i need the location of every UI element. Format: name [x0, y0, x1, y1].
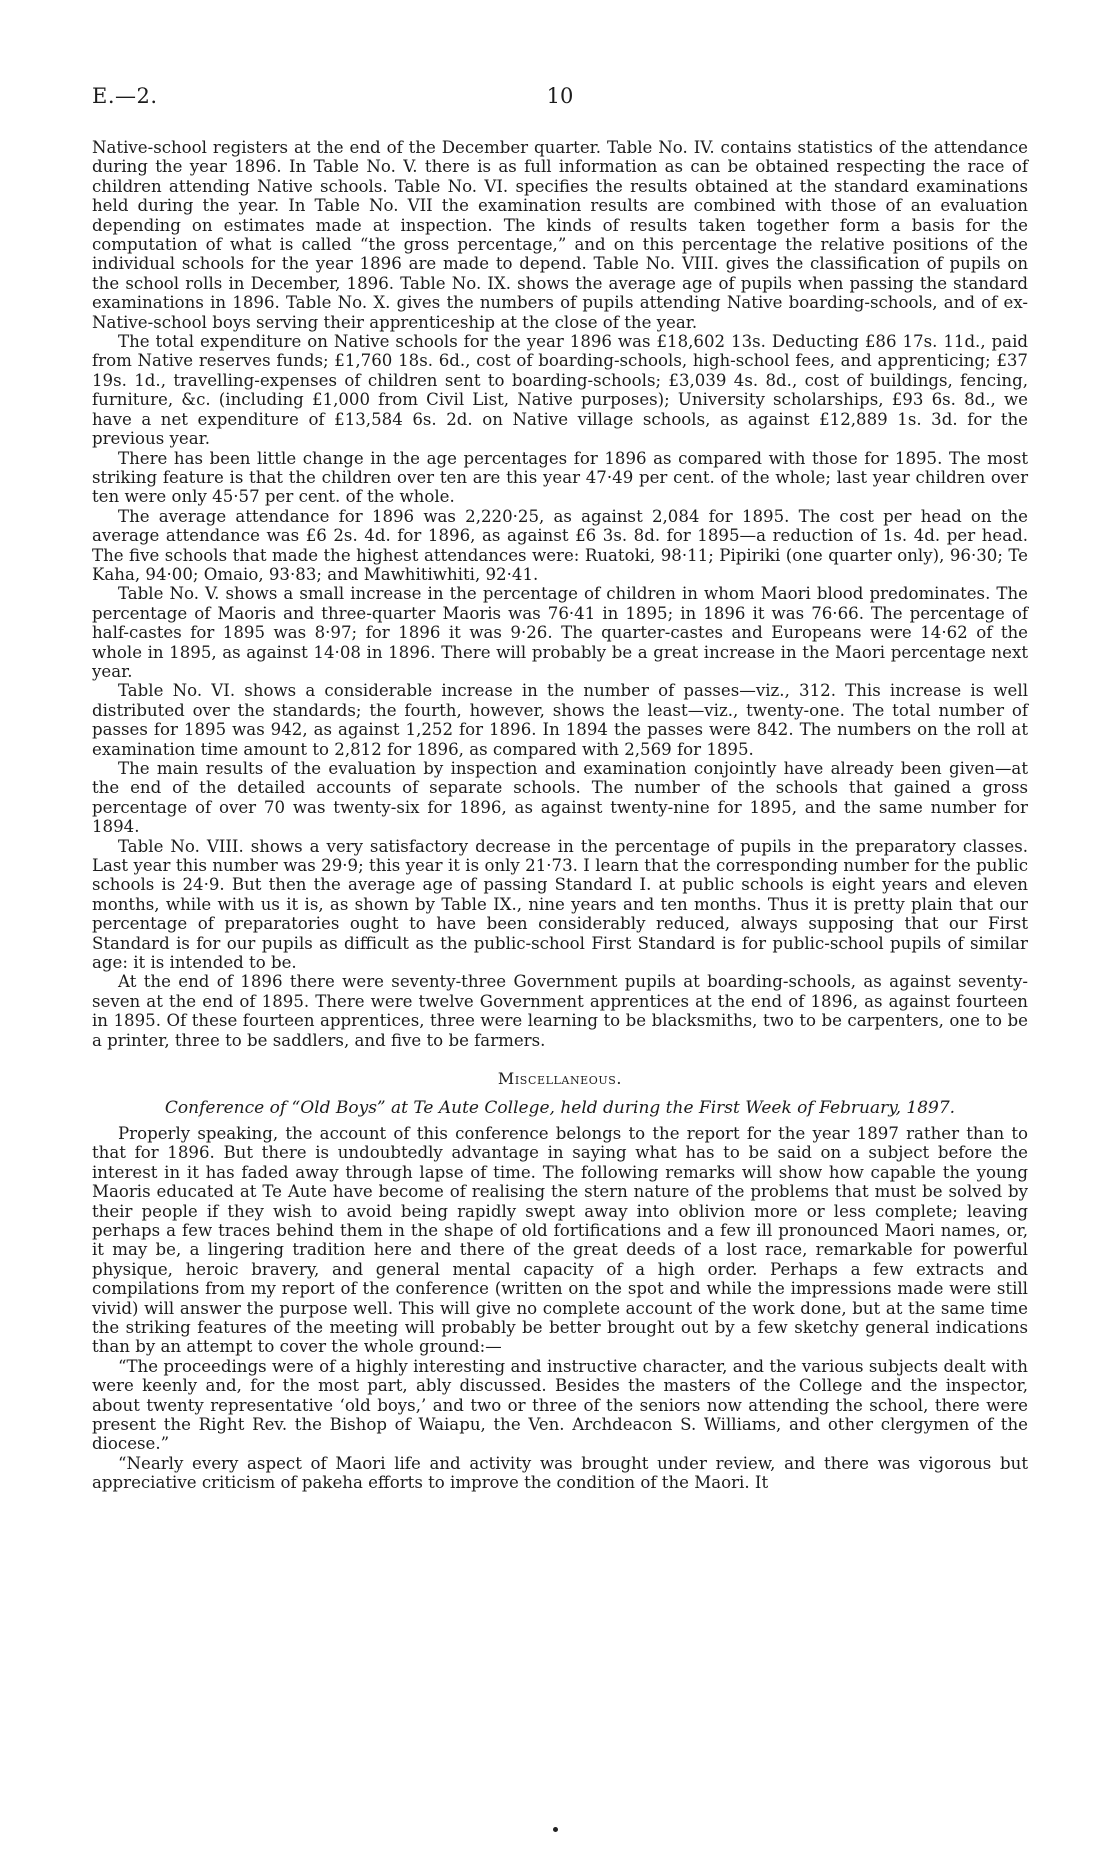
paragraph-passes: Table No. VI. shows a considerable increase in the number of passes—viz., 312. This increase is well distributed over the standards; the fourth, however, shows the least—viz., twenty-one. The total number of passes for 1895 was 942, as against 1,252 for 1896. In 1894 the passes were 842. The numbers on the roll at examination time amount to 2,812 for 1896, as compared with 2,569 for 1895. [92, 681, 1028, 759]
printer-mark [553, 1827, 558, 1832]
paragraph-attendance: The average attendance for 1896 was 2,220·25, as against 2,084 for 1895. The cost per head on the average attendance was £6 2s. 4d. for 1896, as against £6 3s. 8d. for 1895—a reduction of 1s. 4d. per head. The five schools that made the highest attendances were: Ruatoki, 98·11; Pipiriki (one quarter only), 96·30; Te Kaha, 94·00; Omaio, 93·83; and Mawhitiwhiti, 92·41. [92, 506, 1028, 584]
document-reference: E.—2. [92, 84, 158, 108]
page-header [92, 84, 1028, 114]
paragraph-preparatory-classes: Table No. VIII. shows a very satisfactory decrease in the percentage of pupils in the preparatory classes. Last year this number was 29·9; this year it is only 21·73. I learn that the corresponding number for the public schools is 24·9. But then the average age of passing Standard I. at public schools is eight years and eleven months, while with us it is, as shown by Table IX., nine years and ten months. Thus it is pretty plain that our percentage of preparatories ought to have been considerably reduced, always supposing that our First Standard is for our pupils as difficult as the public-school First Standard is for public-school pupils of similar age: it is intended to be. [92, 836, 1028, 973]
paragraph-conference-review: “Nearly every aspect of Maori life and activity was brought under review, and there was vigorous but appreciative criticism of pakeha efforts to improve the condition of the Maori. It [92, 1453, 1028, 1493]
paragraph-expenditure: The total expenditure on Native schools for the year 1896 was £18,602 13s. Deducting £86 17s. 11d., paid from Native reserves funds; £1,760 18s. 6d., cost of boarding-schools, high-school fees, and apprenticing; £37 19s. 1d., travelling-expenses of children sent to boarding-schools; £3,039 4s. 8d., cost of buildings, fencing, furniture, &c. (including £1,000 from Civil List, Native purposes); University scholarships, £93 6s. 8d., we have a net expenditure of £13,584 6s. 2d. on Native village schools, as against £12,889 1s. 3d. for the previous year. [92, 332, 1028, 449]
section-heading-miscellaneous: Miscellaneous. [497, 1069, 623, 1089]
page-number: 10 [546, 84, 574, 108]
paragraph-tables-overview: Native-school registers at the end of the December quarter. Table No. IV. contains statistics of the attendance during the year 1896. In Table No. V. there is as full information as can be obtained respecting the race of children attending Native schools. Table No. VI. specifies the results obtained at the standard examinations held during the year. In Table No. VII the examination results are combined with those of an evaluation depending on estimates made at inspection. The kinds of results taken together form a basis for the computation of what is called “the gross percentage,” and on this percentage the relative positions of the individual schools for the year 1896 are made to depend. Table No. VIII. gives the classification of pupils on the school rolls in December, 1896. Table No. IX. shows the average age of pupils when passing the standard examinations in 1896. Table No. X. gives the numbers of pupils attending Native boarding-schools, and of ex-Native-school boys serving their apprenticeship at the close of the year. [92, 138, 1028, 332]
report-body [92, 138, 1028, 1493]
paragraph-age-percentages: There has been little change in the age percentages for 1896 as compared with those for 1895. The most striking feature is that the children over ten are this year 47·49 per cent. of the whole; last year children over ten were only 45·57 per cent. of the whole. [92, 448, 1028, 507]
section-subheading-conference: Conference of “Old Boys” at Te Aute College, held during the First Week of February, 1897. [164, 1097, 956, 1118]
paragraph-evaluation: The main results of the evaluation by inspection and examination conjointly have already been given—at the end of the detailed accounts of separate schools. The number of the schools that gained a gross percentage of over 70 was twenty-six for 1896, as against twenty-nine for 1895, and the same number for 1894. [92, 759, 1028, 837]
paragraph-conference-intro: Properly speaking, the account of this conference belongs to the report for the year 1897 rather than to that for 1896. But there is undoubtedly advantage in saying what has to be said on a subject before the interest in it has faded away through lapse of time. The following remarks will show how capable the young Maoris educated at Te Aute have become of realising the stern nature of the problems that must be solved by their people if they wish to avoid being rapidly swept away into oblivion more or less complete; leaving perhaps a few traces behind them in the shape of old fortifications and a few ill pronounced Maori names, or, it may be, a lingering tradition here and there of the great deeds of a lost race, remarkable for powerful physique, heroic bravery, and general mental capacity of a high order. Perhaps a few extracts and compilations from my report of the conference (written on the spot and while the impressions made were still vivid) will answer the purpose well. This will give no complete account of the work done, but at the same time the striking features of the meeting will probably be better brought out by a few sketchy general indications than by an attempt to cover the whole ground:— [92, 1123, 1028, 1357]
paragraph-race-table: Table No. V. shows a small increase in the percentage of children in whom Maori blood predominates. The percentage of Maoris and three-quarter Maoris was 76·41 in 1895; in 1896 it was 76·66. The percentage of half-castes for 1895 was 8·97; for 1896 it was 9·26. The quarter-castes and Europeans were 14·62 of the whole in 1895, as against 14·08 in 1896. There will probably be a great increase in the Maori percentage next year. [92, 584, 1028, 681]
paragraph-conference-proceedings: “The proceedings were of a highly interesting and instructive character, and the various subjects dealt with were keenly and, for the most part, ably discussed. Besides the masters of the College and the inspector, about twenty representative ‘old boys,’ and two or three of the seniors now attending the school, there were present the Right Rev. the Bishop of Waiapu, the Ven. Archdeacon S. Williams, and other clergymen of the diocese.” [92, 1356, 1028, 1454]
paragraph-boarding-apprentices: At the end of 1896 there were seventy-three Government pupils at boarding-schools, as against seventy-seven at the end of 1895. There were twelve Government apprentices at the end of 1896, as against fourteen in 1895. Of these fourteen apprentices, three were learning to be blacksmiths, two to be carpenters, one to be a printer, three to be saddlers, and five to be farmers. [92, 972, 1028, 1050]
